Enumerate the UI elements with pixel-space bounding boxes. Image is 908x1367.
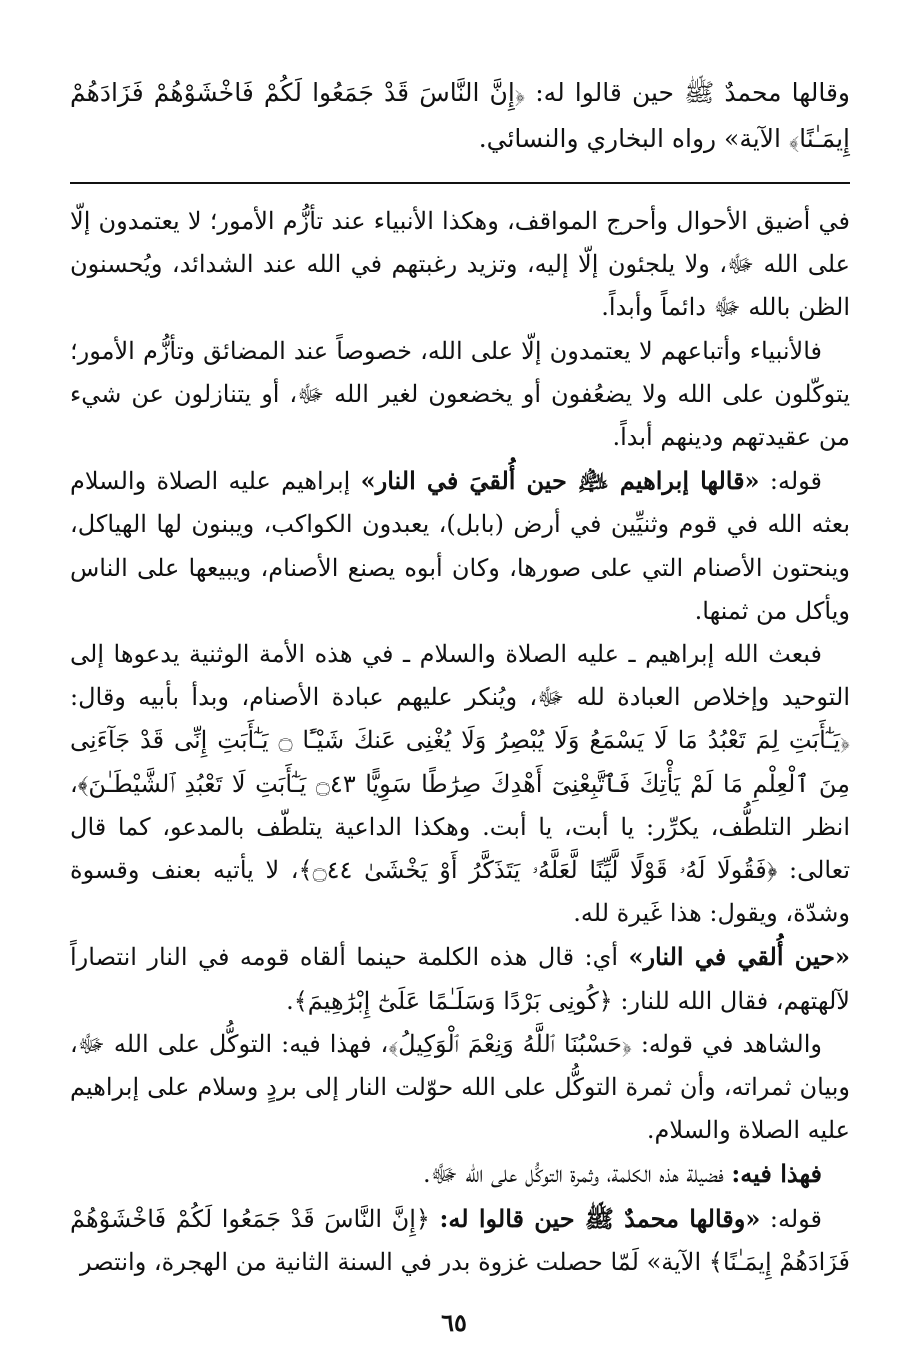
- paragraph-1: في أضيق الأحوال وأحرج المواقف، وهكذا الأنبياء عند تأزُّم الأمور؛ لا يعتمدون إلّا على الله ﷻ، ولا يلجئون إلّا إليه، وتزيد رغبتهم في الله عند الشدائد، ويُحسنون الظن بالله ﷻ دائماً وأبداً.: [70, 207, 850, 322]
- section-divider: [70, 182, 850, 184]
- paragraph-5: [70, 935, 850, 1022]
- paragraph-8-lead: قوله:: [760, 1204, 823, 1233]
- paragraph-7: [70, 1152, 850, 1196]
- paragraph-3-lead: قوله:: [759, 467, 823, 496]
- page-number: ٦٥: [441, 1308, 467, 1337]
- paragraph-4: فبعث الله إبراهيم ـ عليه الصلاة والسلام ـ في هذه الأمة الوثنية يدعوها إلى التوحيد وإخلاص العبادة لله ﷻ، ويُنكر عليهم عبادة الأصنام، وبدأ بأبيه وقال: ﴿يَـٰٓأَبَتِ لِمَ تَعْبُدُ مَا لَا يَسْمَعُ وَلَا يُبْصِرُ وَلَا يُغْنِى عَنكَ شَيْـًٔا ۝ يَـٰٓأَبَتِ إِنِّى قَدْ جَآءَنِى مِنَ ٱلْعِلْمِ مَا لَمْ يَأْتِكَ فَٱتَّبِعْنِىٓ أَهْدِكَ صِرَٰطًا سَوِيًّا ۝٤٣ يَـٰٓأَبَتِ لَا تَعْبُدِ ٱلشَّيْطَـٰنَ﴾، انظر التلطُّف، يكرِّر: يا أبت، يا أبت. وهكذا الداعية يتلطّف بالمدعو، كما قال تعالى: ﴿فَقُولَا لَهُۥ قَوْلًا لَّيِّنًا لَّعَلَّهُۥ يَتَذَكَّرُ أَوْ يَخْشَىٰ ۝٤٤﴾، لا يأتيه بعنف وقسوة وشدّة، ويقول: هذا غَيرة لله.: [70, 640, 850, 928]
- paragraph-3: [70, 459, 850, 633]
- paragraph-3-body: إبراهيم عليه الصلاة والسلام بعثه الله في قوم وثنيِّين في أرض (بابل)، يعبدون الكواكب، ويبنون لها الهياكل، وينحتون الأصنام التي على صورها، وكان أبوه يصنع الأصنام، ويبيعها على الناس ويأكل من ثمنها.: [70, 467, 850, 625]
- paragraph-6: والشاهد في قوله: ﴿حَسْبُنَا ٱللَّهُ وَنِعْمَ ٱلْوَكِيلُ﴾، فهذا فيه: التوكُّل على الله ﷻ، وبيان ثمراته، وأن ثمرة التوكُّل على الله حوّلت النار إلى بردٍ وسلام على إبراهيم عليه الصلاة والسلام.: [70, 1029, 850, 1145]
- carryover-block: [70, 70, 850, 162]
- paragraph-5-heading: «حين أُلقي في النار»: [628, 942, 851, 972]
- paragraph-2: فالأنبياء وأتباعهم لا يعتمدون إلّا على الله، خصوصاً عند المضائق وتأزُّم الأمور؛ يتوكّلون على الله ولا يضعُفون أو يخضعون لغير الله ﷻ، أو يتنازلون عن شيء من عقيدتهم ودينهم أبداً.: [70, 336, 850, 452]
- paragraph-8: [70, 1197, 850, 1284]
- paragraph-7-body: فضيلة هذه الكلمة، وثمرة التوكُّل على الله ﷻ.: [422, 1160, 732, 1189]
- main-text: [70, 200, 850, 1284]
- paragraph-8-body: ﴿إِنَّ النَّاسَ قَدْ جَمَعُوا لَكُمْ فَاخْشَوْهُمْ فَزَادَهُمْ إِيمَـٰنًا﴾ الآية» لَمّا حصلت غزوة بدر في السنة الثانية من الهجرة، وانتصر: [70, 1204, 850, 1276]
- paragraph-5-body: أي: قال هذه الكلمة حينما ألقاه قومه في النار انتصاراً لآلهتهم، فقال الله للنار: ﴿كُونِى بَرْدًا وَسَلَـٰمًا عَلَىٰٓ إِبْرَٰهِيمَ﴾.: [70, 943, 850, 1015]
- paragraph-8-heading: «وقالها محمدٌ ﷺ حين قالوا له:: [439, 1203, 761, 1233]
- paragraph-7-heading: فهذا فيه:: [731, 1159, 822, 1189]
- paragraph-3-heading: «قالها إبراهيم ﵇ حين أُلقيَ في النار»: [360, 466, 760, 496]
- carryover-paragraph: وقالها محمدٌ ﷺ حين قالوا له: ﴿إِنَّ النَّاسَ قَدْ جَمَعُوا لَكُمْ فَاخْشَوْهُمْ فَزَادَهُمْ إِيمَـٰنًا﴾ الآية» رواه البخاري والنسائي.: [70, 78, 850, 153]
